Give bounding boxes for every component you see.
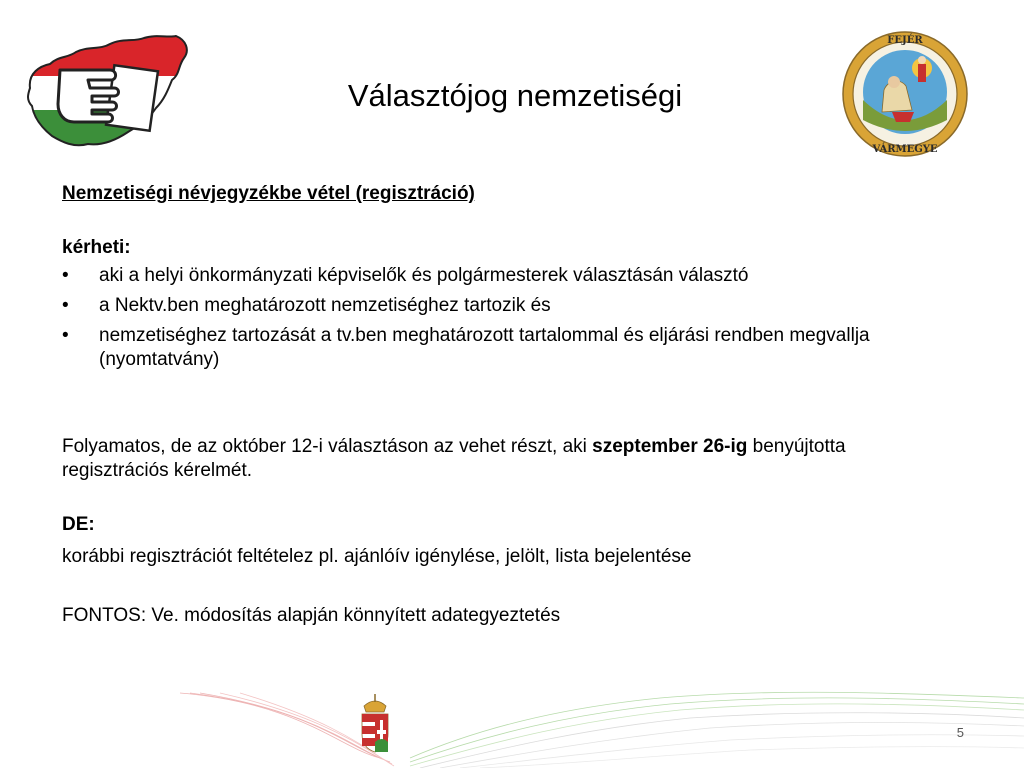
slide-body xyxy=(62,182,942,628)
eligibility-list xyxy=(62,264,942,372)
seal-text-top: FEJÉR xyxy=(887,35,923,46)
bullet-icon: • xyxy=(62,325,69,346)
list-item: • aki a helyi önkormányzati képviselők és polgármesterek választásán választó xyxy=(62,265,749,286)
deadline-paragraph: Folyamatos, de az október 12-i választáson az vehet részt, aki szeptember 26-ig benyújtotta regisztrációs kérelmét. xyxy=(62,436,846,481)
registration-subheading: Nemzetiségi névjegyzékbe vétel (regisztráció) xyxy=(62,183,475,204)
deadline-date: szeptember 26-ig xyxy=(592,436,748,457)
hungary-ballot-logo xyxy=(18,28,196,160)
kerheti-label: kérheti: xyxy=(62,237,131,258)
de-label: DE: xyxy=(62,514,95,535)
footer-wave-decoration xyxy=(180,688,1024,768)
prior-registration-paragraph: korábbi regisztrációt feltételez pl. ajánlóív igénylése, jelölt, lista bejelentése xyxy=(62,546,692,567)
important-note: FONTOS: Ve. módosítás alapján könnyített adategyeztetés xyxy=(62,605,561,626)
fejer-county-seal xyxy=(840,30,970,158)
page-number: 5 xyxy=(956,725,964,740)
bullet-icon: • xyxy=(62,265,69,286)
hungarian-coat-of-arms-icon xyxy=(358,694,392,754)
seal-text-bottom: VÁRMEGYE xyxy=(872,144,938,155)
list-item: • nemzetiséghez tartozását a tv.ben meghatározott tartalommal és eljárási rendben megvallja (nyomtatvány) xyxy=(62,325,870,370)
list-item: • a Nektv.ben meghatározott nemzetiséghez tartozik és xyxy=(62,295,551,316)
slide-title: Választójog nemzetiségi xyxy=(347,78,683,113)
bullet-icon: • xyxy=(62,295,69,316)
